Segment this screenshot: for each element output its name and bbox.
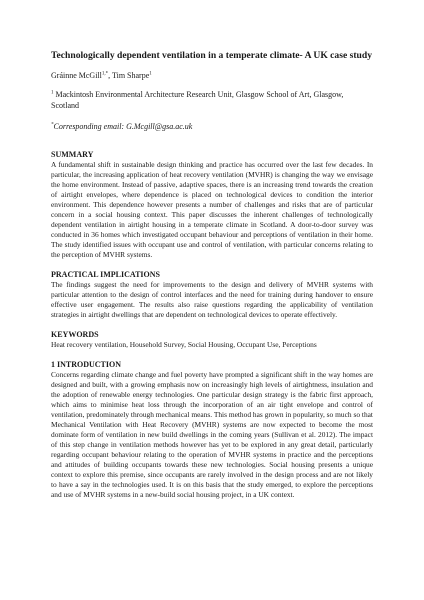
author-separator: , (108, 71, 112, 80)
paper-content (51, 50, 373, 500)
keywords-heading: KEYWORDS (51, 330, 99, 339)
corresponding-marker: * (51, 122, 54, 128)
corresponding-author (51, 122, 373, 132)
implications-heading: PRACTICAL IMPLICATIONS (51, 270, 160, 279)
summary-text: A fundamental shift in sustainable design thinking and practice has occurred over the last few decades. In particular, the increasing application of heat recovery ventilation (MVHR) is changing the way we envisage the home environment. Instead of passive, adaptive spaces, there is an increasing trend towards the creation of airtight envelopes, where dependence is placed on technological devices to condition the interior environment. This dependence however presents a number of challenges and risks that are of particular concern in a social housing context. This paper discusses the inherent challenges of technologically dependent ventilation in airtight housing in a temperate climate in Scotland. A door-to-door survey was conducted in 36 homes which investigated occupant behaviour and perceptions of ventilation in their home. The study identified issues with occupant use and control of ventilation, with particular concerns relating to the perception of MVHR systems. (51, 160, 373, 259)
keywords-text: Heat recovery ventilation, Household Survey, Social Housing, Occupant Use, Perceptions (51, 340, 317, 349)
affiliation-text: Mackintosh Environmental Architecture Research Unit, Glasgow School of Art, Glasgow, Scotland (51, 90, 344, 110)
author-name: Tim Sharpe (111, 71, 150, 80)
summary-heading: SUMMARY (51, 150, 94, 159)
author-affiliation-marker: 1 (149, 71, 152, 77)
author-line (51, 71, 373, 81)
introduction-heading: 1 INTRODUCTION (51, 360, 122, 369)
affiliation-marker: 1 (51, 90, 54, 96)
author-affiliation-marker: 1,* (101, 71, 109, 77)
keywords-section (51, 330, 373, 350)
corresponding-email: Corresponding email: G.Mcgill@gsa.ac.uk (53, 122, 193, 131)
affiliation (51, 90, 373, 111)
paper-title: Technologically dependent ventilation in a temperate climate- A UK case study (51, 50, 373, 61)
introduction-section (51, 360, 373, 500)
implications-text: The findings suggest the need for improvements to the design and delivery of MVHR systems with particular attention to the design of control interfaces and the need for training during handover to ensure effective user engagement. The results also raise questions regarding the applicability of ventilation strategies in airtight dwellings that are dependent on technological devices to operate effectively. (51, 280, 373, 319)
author-name: Gráinne McGill (51, 71, 102, 80)
introduction-text: Concerns regarding climate change and fuel poverty have prompted a significant shift in the way homes are designed and built, with a growing emphasis now on increasingly high levels of airtightness, insulation and the adoption of renewable energy technologies. One particular design strategy is the fabric first approach, which aims to minimise heat loss through the incorporation of an air tight envelope and control of ventilation, predominately through mechanical means. This method has grown in popularity, so much so that Mechanical Ventilation with Heat Recovery (MVHR) systems are now expected to become the most dominate form of ventilation in new build dwellings in the coming years (Sullivan et al. 2012). The impact of this step change in ventilation methods however has yet to be explored in any great detail, particularly regarding occupant behaviour relating to the operation of MVHR systems in practice and the perceptions and attitudes of building occupants towards these new technologies. Social housing presents a unique context to explore this premise, since occupants are rarely involved in the design process and are not likely to have a say in the technologies used. It is on this basis that the study emerged, to explore the perceptions and use of MVHR systems in a new-build social housing project, in a UK context. (51, 370, 373, 499)
summary-section (51, 150, 373, 260)
implications-section (51, 270, 373, 320)
